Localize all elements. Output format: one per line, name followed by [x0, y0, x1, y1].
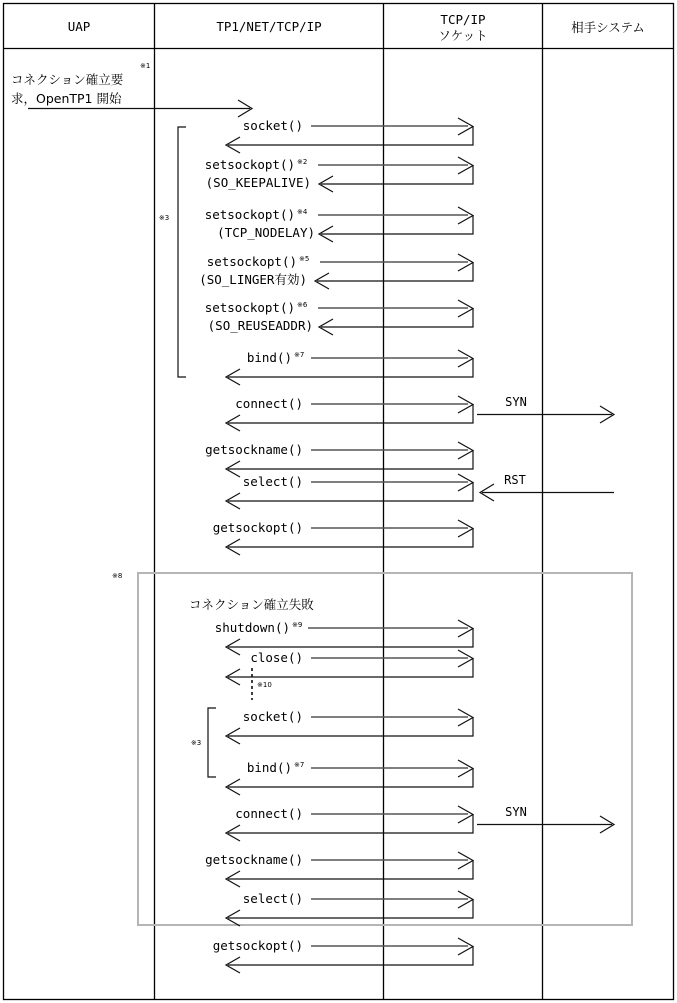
bracket-group-1: [159, 127, 186, 377]
call-sublabel: (TCP_NODELAY): [217, 225, 315, 240]
call-row-setsockopt-ra: [205, 300, 473, 335]
column-header-socket-line2: ソケット: [438, 28, 488, 43]
failure-label: コネクション確立失敗: [189, 597, 314, 612]
column-header-tp1: TP1/NET/TCP/IP: [216, 19, 322, 34]
packet-syn-1: [477, 395, 614, 423]
call-row-getsockname-2: [205, 852, 473, 887]
call-label: bind(): [246, 350, 292, 365]
retry-box-marker: ※8: [112, 572, 123, 580]
column-header-peer: 相手システム: [571, 20, 645, 35]
call-row-bind-2: [226, 760, 473, 795]
call-marker: ※4: [297, 208, 308, 216]
call-label: socket(): [242, 709, 303, 724]
call-row-setsockopt-ka: [205, 157, 473, 192]
call-row-socket-2: [226, 709, 473, 744]
dashed-gap-marker: ※10: [257, 681, 272, 689]
column-header-uap: UAP: [67, 19, 91, 34]
call-marker: ※7: [294, 761, 305, 769]
call-marker: ※6: [297, 301, 308, 309]
packet-syn-2: [477, 805, 614, 833]
call-sublabel: (SO_LINGER有効): [199, 272, 307, 287]
call-sublabel: (SO_KEEPALIVE): [205, 175, 311, 190]
call-label: setsockopt(): [206, 254, 297, 269]
call-row-getsockopt-2: [213, 938, 473, 973]
call-row-setsockopt-nd: [205, 207, 473, 242]
packet-label: RST: [504, 473, 526, 487]
call-row-close-1: [226, 650, 473, 685]
call-row-connect-2: [226, 806, 473, 841]
call-label: socket(): [242, 118, 303, 133]
call-label: setsockopt(): [204, 300, 295, 315]
call-marker: ※7: [294, 351, 305, 359]
dashed-gap: [252, 668, 272, 700]
packet-label: SYN: [505, 395, 527, 409]
call-label: connect(): [235, 396, 303, 411]
call-label: connect(): [235, 806, 303, 821]
call-marker: ※5: [299, 255, 310, 263]
call-row-select-1: [226, 474, 473, 509]
call-row-getsockname-1: [205, 442, 473, 477]
bracket-1-marker: ※3: [158, 214, 170, 222]
call-label: getsockopt(): [212, 938, 303, 953]
bracket-2-marker: ※3: [190, 739, 202, 747]
call-marker: ※2: [297, 158, 308, 166]
call-label: getsockname(): [205, 442, 303, 457]
call-label: bind(): [246, 760, 292, 775]
uap-note-line2: 求，OpenTP1 開始: [11, 91, 122, 106]
call-label: select(): [242, 474, 303, 489]
uap-note-marker: ※1: [140, 62, 151, 70]
retry-box: [138, 573, 632, 925]
call-row-getsockopt-1: [213, 520, 473, 555]
call-row-socket-1: [226, 118, 473, 153]
call-label: getsockname(): [205, 852, 303, 867]
packet-rst-1: [480, 473, 614, 501]
call-label: setsockopt(): [204, 157, 295, 172]
call-label: select(): [242, 891, 303, 906]
call-sublabel: (SO_REUSEADDR): [207, 318, 313, 333]
call-label: setsockopt(): [204, 207, 295, 222]
column-header-socket-line1: TCP/IP: [440, 12, 486, 27]
call-row-setsockopt-lg: [199, 254, 473, 289]
bracket-group-2: [191, 708, 216, 777]
call-label: getsockopt(): [212, 520, 303, 535]
call-label: shutdown(): [214, 620, 290, 635]
call-row-select-2: [226, 891, 473, 926]
call-marker: ※9: [292, 621, 303, 629]
packet-label: SYN: [505, 805, 527, 819]
call-row-bind-1: [226, 350, 473, 385]
call-row-connect-1: [226, 396, 473, 431]
call-label: close(): [250, 650, 303, 665]
uap-note-line1: コネクション確立要: [11, 72, 124, 87]
